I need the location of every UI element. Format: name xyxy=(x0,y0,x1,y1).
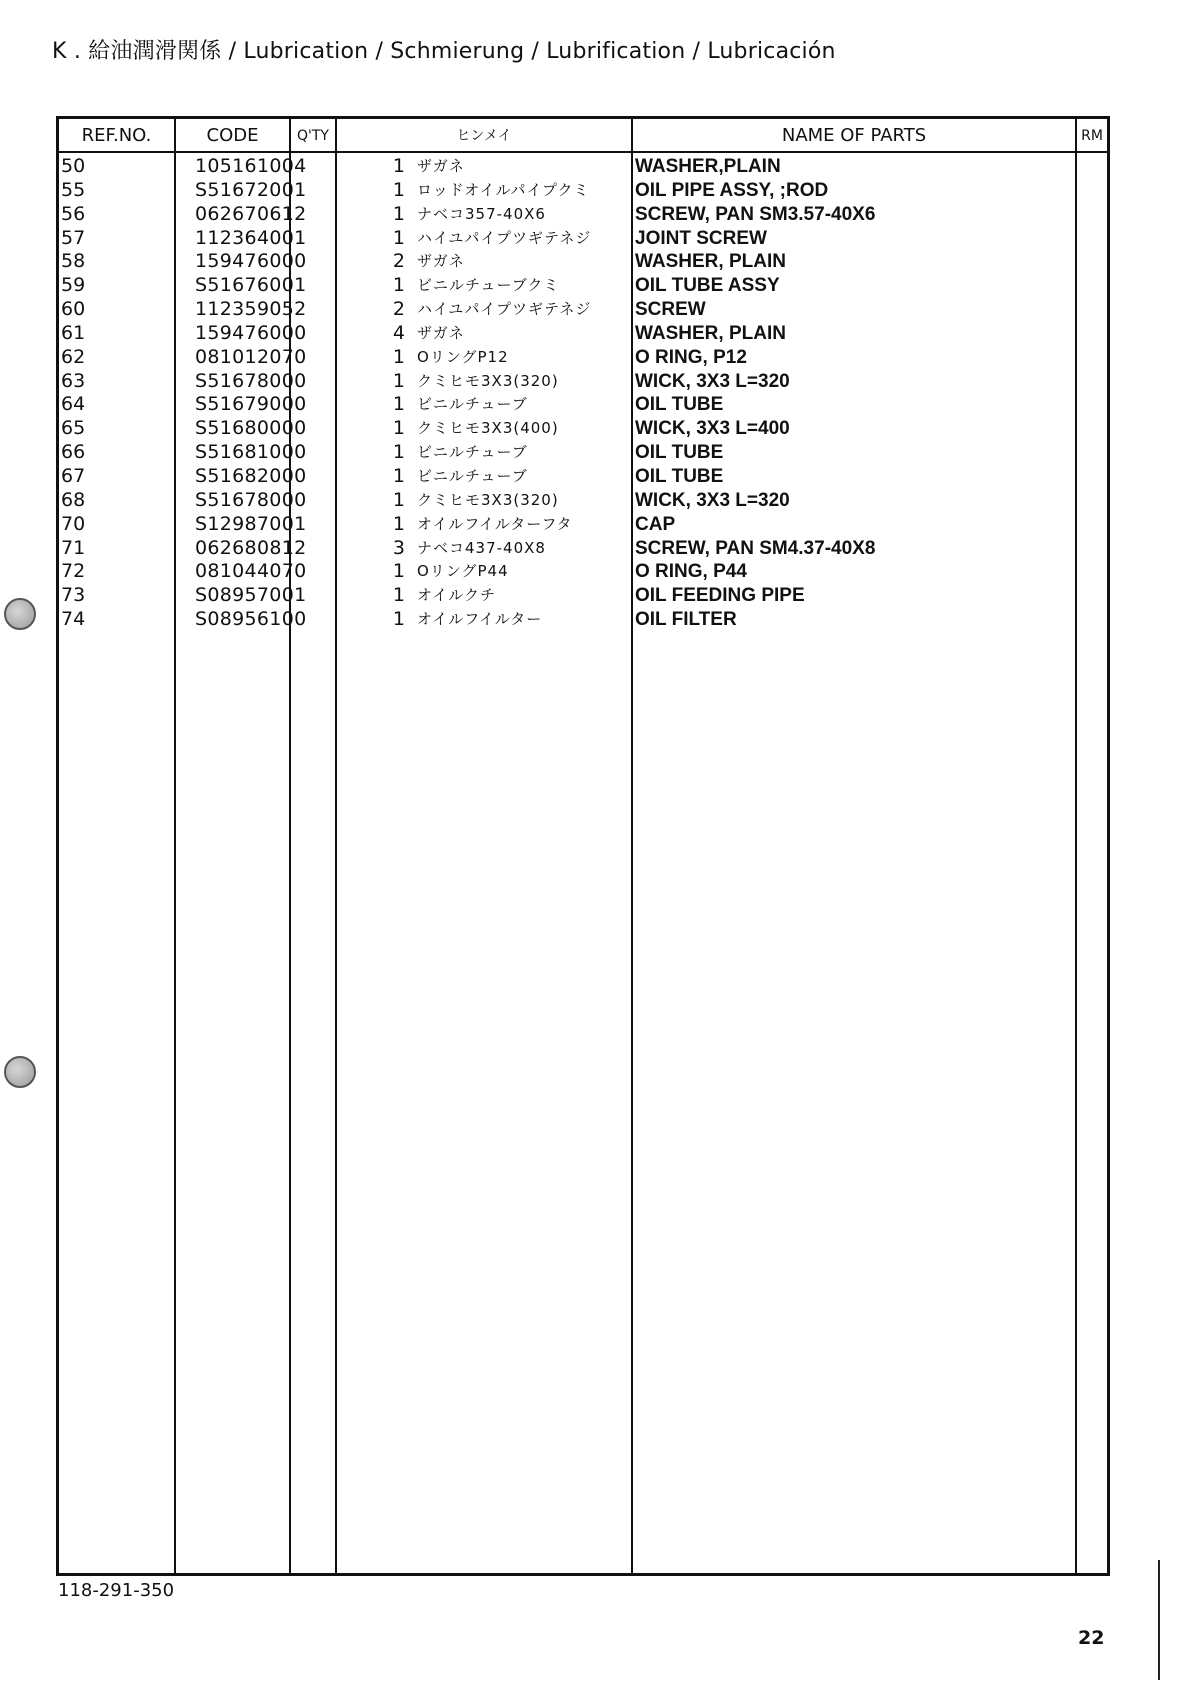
table-row xyxy=(59,346,1107,370)
table-row xyxy=(59,155,1107,179)
japanese-name-cell: OリングP44 xyxy=(417,562,509,581)
column-header-code: CODE xyxy=(206,125,259,146)
qty-cell: 3 xyxy=(392,536,405,559)
ref-no-cell: 70 xyxy=(61,512,86,535)
japanese-name-cell: ザガネ xyxy=(417,252,465,271)
japanese-name-cell: OリングP12 xyxy=(417,347,509,366)
ref-no-cell: 56 xyxy=(61,202,86,225)
japanese-name-cell: オイルフイルターフタ xyxy=(417,514,573,533)
page-edge-line xyxy=(1158,1560,1160,1680)
code-cell: S51678000 xyxy=(195,488,307,511)
qty-cell: 1 xyxy=(392,155,405,177)
qty-cell: 1 xyxy=(392,417,405,440)
qty-cell: 1 xyxy=(392,488,405,511)
part-name-cell: SCREW xyxy=(635,299,706,321)
qty-cell: 1 xyxy=(392,226,405,249)
ref-no-cell: 50 xyxy=(61,155,86,177)
column-header-rm: RM xyxy=(1081,128,1103,144)
table-body xyxy=(59,155,1107,632)
japanese-name-cell: ビニルチューブ xyxy=(417,466,528,485)
part-name-cell: WICK, 3X3 L=320 xyxy=(635,370,790,392)
table-row xyxy=(59,489,1107,513)
code-cell: S08956100 xyxy=(195,608,307,631)
table-row xyxy=(59,465,1107,489)
punch-hole-icon xyxy=(4,598,36,630)
code-cell: 112359052 xyxy=(195,298,307,321)
japanese-name-cell: クミヒモ3X3(320) xyxy=(417,371,559,390)
qty-cell: 1 xyxy=(392,345,405,368)
table-row xyxy=(59,203,1107,227)
part-name-cell: WASHER, PLAIN xyxy=(635,251,786,273)
ref-no-cell: 61 xyxy=(61,321,86,344)
qty-cell: 1 xyxy=(392,369,405,392)
ref-no-cell: 57 xyxy=(61,226,86,249)
code-cell: S51682000 xyxy=(195,464,307,487)
code-cell: 159476000 xyxy=(195,250,307,273)
table-row xyxy=(59,298,1107,322)
part-name-cell: OIL FEEDING PIPE xyxy=(635,585,805,607)
japanese-name-cell: ハイユパイプツギテネジ xyxy=(417,300,592,319)
table-row xyxy=(59,227,1107,251)
table-row xyxy=(59,370,1107,394)
code-cell: 159476000 xyxy=(195,321,307,344)
part-name-cell: OIL TUBE xyxy=(635,442,724,464)
code-cell: S51672001 xyxy=(195,178,307,201)
qty-cell: 1 xyxy=(392,441,405,464)
part-name-cell: WICK, 3X3 L=320 xyxy=(635,489,790,511)
japanese-name-cell: ナベコ357-40X6 xyxy=(417,204,546,223)
table-row xyxy=(59,513,1107,537)
qty-cell: 1 xyxy=(392,560,405,583)
part-name-cell: O RING, P12 xyxy=(635,346,747,368)
table-row xyxy=(59,560,1107,584)
qty-cell: 4 xyxy=(392,321,405,344)
punch-hole-icon xyxy=(4,1056,36,1088)
part-name-cell: OIL TUBE xyxy=(635,394,724,416)
part-name-cell: WASHER, PLAIN xyxy=(635,322,786,344)
column-header-name-of-parts: NAME OF PARTS xyxy=(781,125,927,146)
page-title: K . 給油潤滑関係 / Lubrication / Schmierung / Lubrification / Lubricación xyxy=(52,39,836,64)
japanese-name-cell: ビニルチューブクミ xyxy=(417,276,560,295)
table-row xyxy=(59,441,1107,465)
header-divider xyxy=(59,151,1107,153)
qty-cell: 2 xyxy=(392,298,405,321)
qty-cell: 1 xyxy=(392,178,405,201)
code-cell: S51678000 xyxy=(195,369,307,392)
code-cell: S08957001 xyxy=(195,584,307,607)
table-row xyxy=(59,417,1107,441)
part-name-cell: SCREW, PAN SM4.37-40X8 xyxy=(635,537,876,559)
code-cell: S51681000 xyxy=(195,441,307,464)
part-name-cell: JOINT SCREW xyxy=(635,227,767,249)
column-header-qty: Q'TY xyxy=(297,128,329,144)
ref-no-cell: 60 xyxy=(61,298,86,321)
table-row xyxy=(59,274,1107,298)
column-header-japanese-name: ヒンメイ xyxy=(456,128,512,144)
ref-no-cell: 67 xyxy=(61,464,86,487)
part-name-cell: SCREW, PAN SM3.57-40X6 xyxy=(635,203,876,225)
japanese-name-cell: ロッドオイルパイプクミ xyxy=(417,180,590,199)
japanese-name-cell: ビニルチューブ xyxy=(417,443,528,462)
ref-no-cell: 59 xyxy=(61,274,86,297)
qty-cell: 1 xyxy=(392,608,405,631)
part-name-cell: OIL TUBE ASSY xyxy=(635,275,780,297)
ref-no-cell: 55 xyxy=(61,178,86,201)
japanese-name-cell: ハイユパイプツギテネジ xyxy=(417,228,592,247)
qty-cell: 1 xyxy=(392,274,405,297)
code-cell: S51680000 xyxy=(195,417,307,440)
ref-no-cell: 68 xyxy=(61,488,86,511)
table-row xyxy=(59,179,1107,203)
ref-no-cell: 72 xyxy=(61,560,86,583)
ref-no-cell: 63 xyxy=(61,369,86,392)
code-cell: 081044070 xyxy=(195,560,307,583)
japanese-name-cell: ザガネ xyxy=(417,323,465,342)
table-row xyxy=(59,608,1107,632)
code-cell: S51679000 xyxy=(195,393,307,416)
table-row xyxy=(59,322,1107,346)
code-cell: 112364001 xyxy=(195,226,307,249)
table-row xyxy=(59,584,1107,608)
part-name-cell: OIL FILTER xyxy=(635,609,737,631)
page-number: 22 xyxy=(1078,1627,1105,1649)
code-cell: 105161004 xyxy=(195,155,307,177)
qty-cell: 1 xyxy=(392,512,405,535)
code-cell: 062680812 xyxy=(195,536,307,559)
qty-cell: 1 xyxy=(392,202,405,225)
code-cell: 081012070 xyxy=(195,345,307,368)
code-cell: S12987001 xyxy=(195,512,307,535)
ref-no-cell: 65 xyxy=(61,417,86,440)
ref-no-cell: 66 xyxy=(61,441,86,464)
part-name-cell: OIL PIPE ASSY, ;ROD xyxy=(635,179,829,201)
table-row xyxy=(59,393,1107,417)
code-cell: S51676001 xyxy=(195,274,307,297)
part-name-cell: OIL TUBE xyxy=(635,465,724,487)
part-name-cell: CAP xyxy=(635,513,676,535)
ref-no-cell: 71 xyxy=(61,536,86,559)
japanese-name-cell: クミヒモ3X3(400) xyxy=(417,419,559,438)
part-name-cell: O RING, P44 xyxy=(635,561,747,583)
japanese-name-cell: ナベコ437-40X8 xyxy=(417,538,546,557)
japanese-name-cell: ザガネ xyxy=(417,157,465,175)
ref-no-cell: 58 xyxy=(61,250,86,273)
part-name-cell: WASHER,PLAIN xyxy=(635,156,781,177)
japanese-name-cell: オイルクチ xyxy=(417,586,496,605)
ref-no-cell: 74 xyxy=(61,608,86,631)
column-header-ref: REF.NO. xyxy=(81,125,152,146)
table-row xyxy=(59,250,1107,274)
table-row xyxy=(59,537,1107,561)
ref-no-cell: 73 xyxy=(61,584,86,607)
qty-cell: 1 xyxy=(392,464,405,487)
ref-no-cell: 64 xyxy=(61,393,86,416)
part-name-cell: WICK, 3X3 L=400 xyxy=(635,418,790,440)
qty-cell: 2 xyxy=(392,250,405,273)
code-cell: 062670612 xyxy=(195,202,307,225)
parts-table xyxy=(56,116,1110,1576)
document-number: 118-291-350 xyxy=(58,1580,175,1601)
japanese-name-cell: クミヒモ3X3(320) xyxy=(417,490,559,509)
japanese-name-cell: オイルフイルター xyxy=(417,610,543,629)
japanese-name-cell: ビニルチューブ xyxy=(417,395,528,414)
qty-cell: 1 xyxy=(392,584,405,607)
qty-cell: 1 xyxy=(392,393,405,416)
ref-no-cell: 62 xyxy=(61,345,86,368)
